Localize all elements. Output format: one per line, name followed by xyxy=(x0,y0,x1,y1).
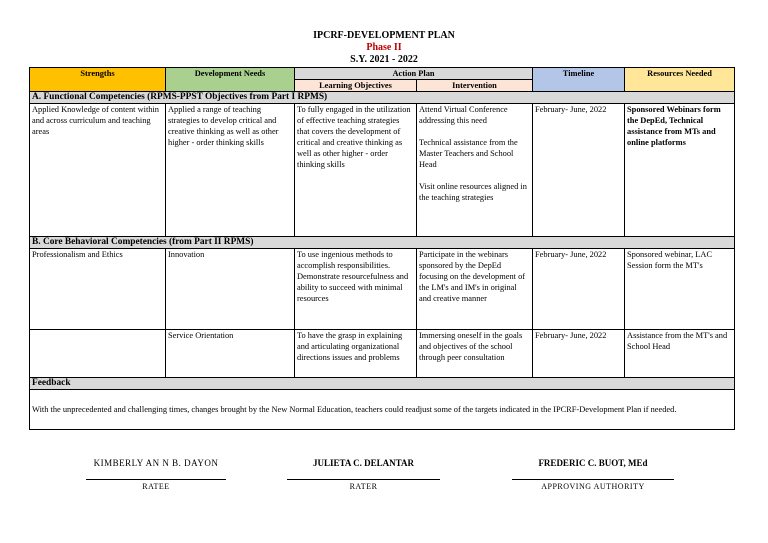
col-intervention: Intervention xyxy=(417,80,533,92)
document-header xyxy=(0,30,768,66)
intervention-item: Technical assistance from the Master Teachers and School Head xyxy=(419,138,518,169)
rater-signature xyxy=(287,458,440,491)
col-strengths: Strengths xyxy=(30,68,166,92)
cell-learning-objective: To use ingenious methods to accomplish responsibilities. Demonstrate resourcefulness and ability to succeed with minimal resources xyxy=(295,249,417,330)
section-a-row xyxy=(30,92,735,104)
cell-learning-objective: To have the grasp in explaining and articulating organizational directions issues and problems xyxy=(295,330,417,378)
cell-learning-objective: To fully engaged in the utilization of effective teaching strategies that covers the development of critical and creative thinking as well as other higher - order thinking skills xyxy=(295,104,417,237)
cell-intervention: Participate in the webinars sponsored by the DepEd focusing on the development of the LM's and IM's in original and creative manner xyxy=(417,249,533,330)
school-year: S.Y. 2021 - 2022 xyxy=(350,54,418,65)
feedback-title: Feedback xyxy=(30,378,735,390)
approver-role: APPROVING AUTHORITY xyxy=(512,479,674,491)
table-row xyxy=(30,249,735,330)
section-a-title: A. Functional Competencies (RPMS-PPST Objectives from Part I RPMS) xyxy=(30,92,735,104)
cell-strength: Applied Knowledge of content within and across curriculum and teaching areas xyxy=(30,104,166,237)
feedback-row xyxy=(30,378,735,390)
development-plan-table xyxy=(29,67,735,430)
phase-label: Phase II xyxy=(366,42,402,53)
cell-resources: Assistance from the MT's and School Head xyxy=(625,330,735,378)
col-learning-objectives: Learning Objectives xyxy=(295,80,417,92)
cell-intervention: Immersing oneself in the goals and objectives of the school through peer consultation xyxy=(417,330,533,378)
ratee-name: KIMBERLY AN N B. DAYON xyxy=(93,458,219,468)
section-b-row xyxy=(30,237,735,249)
section-b-title: B. Core Behavioral Competencies (from Part II RPMS) xyxy=(30,237,735,249)
cell-development-need: Service Orientation xyxy=(166,330,295,378)
cell-development-need: Innovation xyxy=(166,249,295,330)
intervention-item: Visit online resources aligned in the teaching strategies xyxy=(419,182,527,202)
cell-resources: Sponsored Webinars form the DepEd, Technical assistance from MTs and online platforms xyxy=(625,104,735,237)
ratee-signature xyxy=(86,458,226,491)
col-development-needs: Development Needs xyxy=(166,68,295,92)
col-timeline: Timeline xyxy=(533,68,625,92)
approver-signature xyxy=(512,458,674,491)
col-action-plan: Action Plan xyxy=(295,68,533,80)
table-row xyxy=(30,330,735,378)
cell-timeline: February- June, 2022 xyxy=(533,249,625,330)
cell-strength: Professionalism and Ethics xyxy=(30,249,166,330)
cell-strength xyxy=(30,330,166,378)
col-resources-needed: Resources Needed xyxy=(625,68,735,92)
header-row xyxy=(30,68,735,80)
cell-development-need: Applied a range of teaching strategies to develop critical and creative thinking as well as other higher - order thinking skills xyxy=(166,104,295,237)
cell-timeline: February- June, 2022 xyxy=(533,104,625,237)
feedback-text-row xyxy=(30,390,735,430)
intervention-item: Attend Virtual Conference addressing this need xyxy=(419,105,508,125)
cell-resources: Sponsored webinar, LAC Session form the MT's xyxy=(625,249,735,330)
approver-name: FREDERIC C. BUOT, MEd xyxy=(538,458,648,468)
cell-intervention xyxy=(417,104,533,237)
feedback-text: With the unprecedented and challenging times, changes brought by the New Normal Education, teachers could readjust some of the targets indicated in the IPCRF-Development Plan if needed. xyxy=(30,390,735,430)
ratee-role: RATEE xyxy=(86,479,226,491)
cell-timeline: February- June, 2022 xyxy=(533,330,625,378)
table-row xyxy=(30,104,735,237)
rater-role: RATER xyxy=(287,479,440,491)
document-title: IPCRF-DEVELOPMENT PLAN xyxy=(313,30,455,41)
rater-name: JULIETA C. DELANTAR xyxy=(313,458,414,468)
